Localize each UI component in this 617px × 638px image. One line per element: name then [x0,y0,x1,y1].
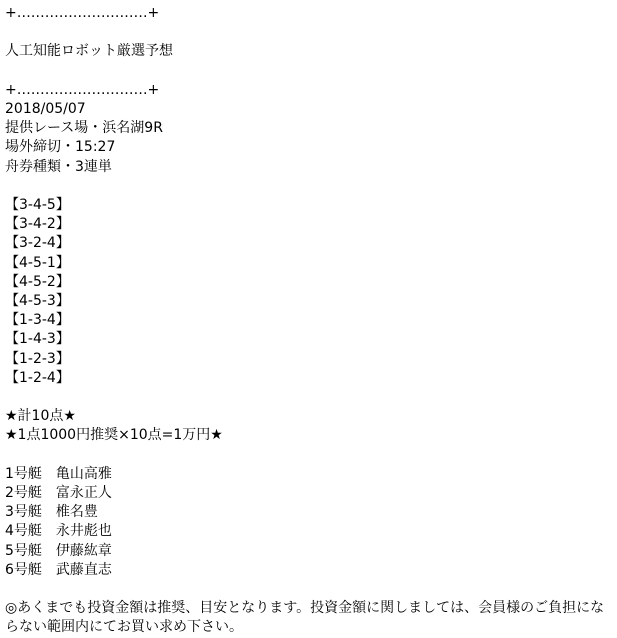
pick-item: 【4-5-3】 [5,293,70,309]
blank-line [5,388,613,407]
ticket-type: 舟券種類・3連単 [5,158,112,175]
pick-item: 【1-2-4】 [5,369,70,386]
email-body [5,4,613,638]
investment-notice: ◎あくまでも投資金額は推奨、目安となります。投資金額に関しましては、会員様のご負担にならない範囲内にてお買い求め下さい。 [5,600,605,636]
blank-line [5,580,613,599]
email-title: 人工知能ロボット厳選予想 [5,43,173,60]
boat-entry: 4号艇 永井彪也 [5,523,112,540]
pick-item: 【4-5-1】 [5,254,70,271]
pick-item: 【3-4-5】 [5,196,70,213]
pick-item: 【4-5-2】 [5,273,70,290]
bet-summary: ★1点1000円推奨×10点=1万円★ [5,427,223,444]
blank-line [5,446,613,465]
header-divider-top: +‥‥‥‥‥‥‥‥‥‥‥‥‥‥+ [5,5,160,21]
blank-line [5,177,613,196]
pick-item: 【3-2-4】 [5,235,70,252]
blank-line [5,23,613,42]
race-date: 2018/05/07 [5,100,86,117]
header-divider-bottom: +‥‥‥‥‥‥‥‥‥‥‥‥‥‥+ [5,81,160,98]
pick-item: 【1-3-4】 [5,312,70,329]
race-deadline: 場外締切・15:27 [5,139,116,156]
boat-entry: 3号艇 椎名豊 [5,504,98,521]
pick-item: 【1-4-3】 [5,331,70,348]
total-points: ★計10点★ [5,408,76,425]
boat-list [5,465,613,580]
boat-entry: 5号艇 伊藤紘章 [5,542,112,559]
picks-list [5,196,613,388]
race-venue: 提供レース場・浜名湖9R [5,120,163,137]
pick-item: 【3-4-2】 [5,216,70,233]
pick-item: 【1-2-3】 [5,350,70,367]
boat-entry: 1号艇 亀山高雅 [5,465,112,482]
boat-entry: 2号艇 富永正人 [5,485,112,501]
blank-line [5,62,613,81]
boat-entry: 6号艇 武藤直志 [5,561,112,578]
